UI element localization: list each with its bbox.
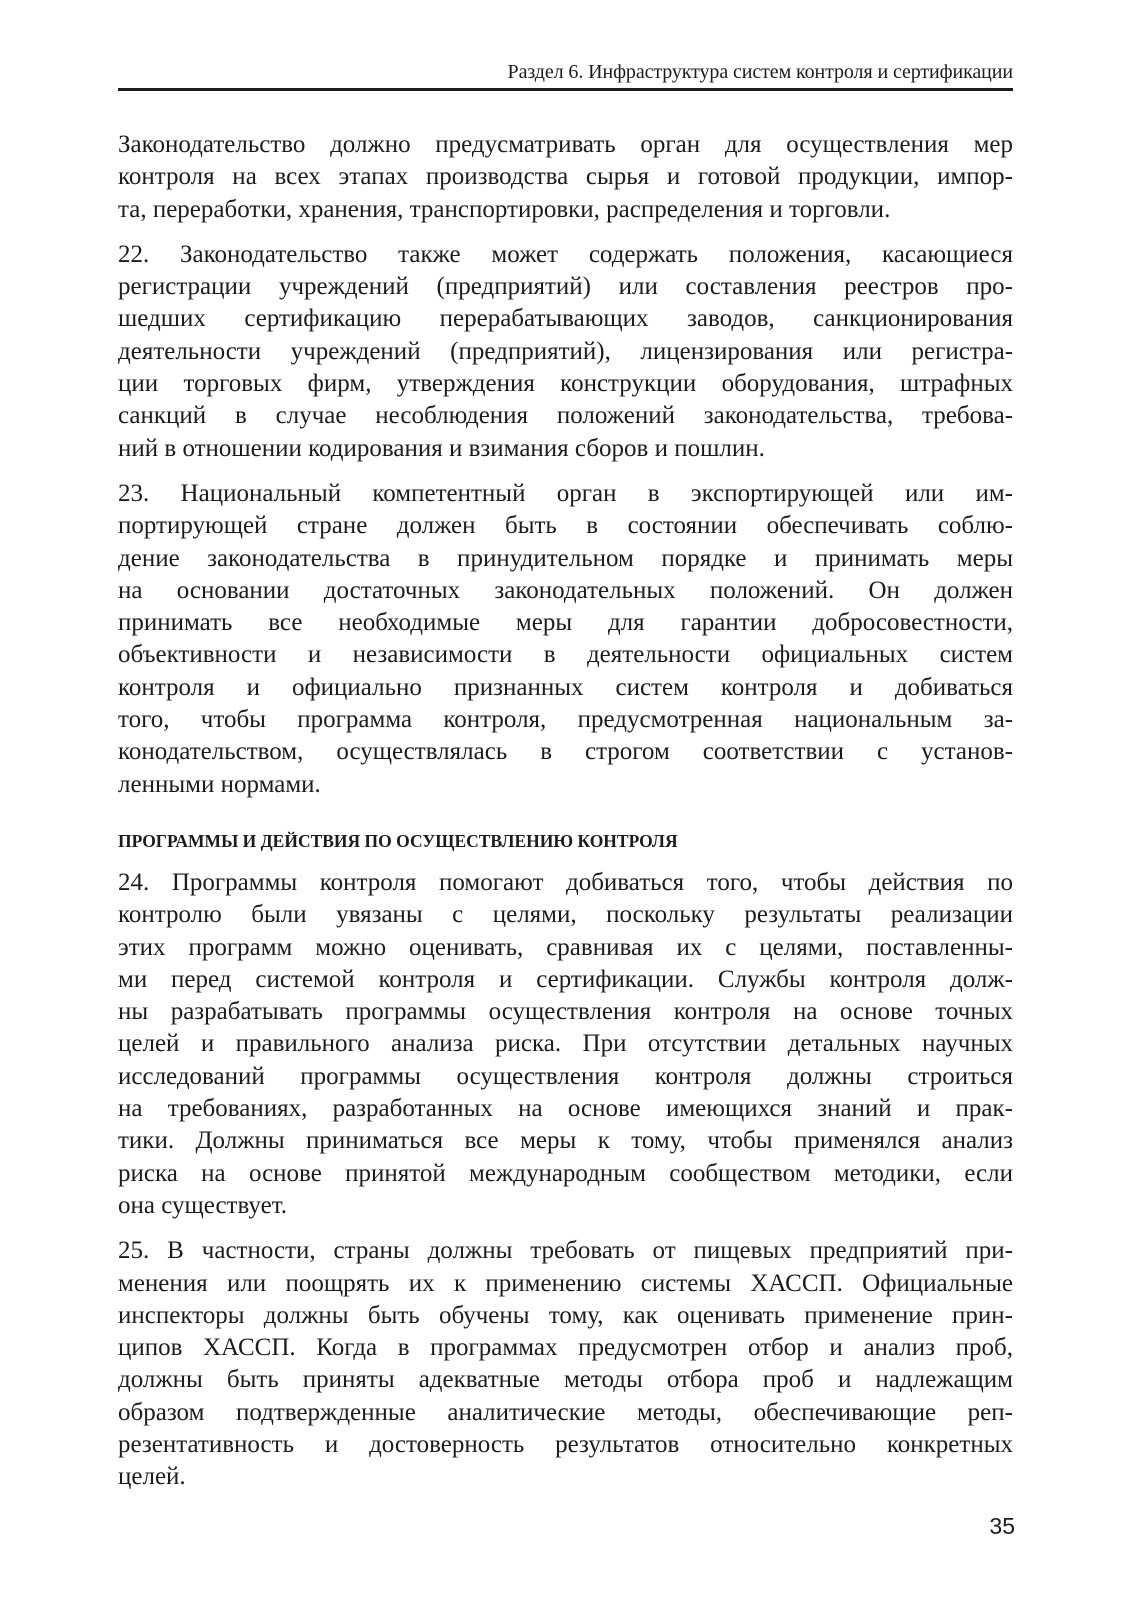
text-line: этих программ можно оценивать, сравнивая их с целями, поставленны-	[118, 933, 1013, 961]
text-line: 25. В частности, страны должны требовать от пищевых предприятий при-	[118, 1237, 1013, 1265]
text-line: портирующей стране должен быть в состоянии обеспечивать соблю-	[118, 512, 1013, 540]
text-line: целей.	[118, 1463, 186, 1491]
text-line: резентативность и достоверность результатов относительно конкретных	[118, 1430, 1013, 1458]
text-line: того, чтобы программа контроля, предусмотренная национальным за-	[118, 706, 1013, 734]
text-line: объективности и независимости в деятельности официальных систем	[118, 641, 1013, 669]
text-line: она существует.	[118, 1191, 287, 1219]
text-line: дение законодательства в принудительном порядке и принимать меры	[118, 544, 1013, 572]
text-line: 22. Законодательство также может содержать положения, касающиеся	[118, 240, 1013, 268]
paragraph	[118, 129, 1013, 226]
text-line: на требованиях, разработанных на основе имеющихся знаний и прак-	[118, 1095, 1013, 1123]
paragraph	[118, 867, 1013, 1222]
text-line: ны разрабатывать программы осуществления контроля на основе точных	[118, 998, 1013, 1026]
running-head: Раздел 6. Инфраструктура систем контроля и сертификации	[118, 60, 1013, 91]
section-heading: ПРОГРАММЫ И ДЕЙСТВИЯ ПО ОСУЩЕСТВЛЕНИЮ КОНТРОЛЯ	[118, 830, 678, 851]
text-line: Законодательство должно предусматривать орган для осуществления мер	[118, 131, 1013, 158]
text-line: санкций в случае несоблюдения положений законодательства, требова-	[118, 402, 1013, 430]
text-line: шедших сертификацию перерабатывающих заводов, санкционирования	[118, 305, 1013, 333]
text-line: контролю были увязаны с целями, поскольку результаты реализации	[118, 901, 1013, 929]
text-line: конодательством, осуществлялась в строгом соответствии с установ-	[118, 738, 1013, 766]
text-line: ленными нормами.	[118, 770, 321, 798]
text-line: та, переработки, хранения, транспортировки, распределения и торговли.	[118, 195, 891, 223]
text-line: тики. Должны приниматься все меры к тому, чтобы применялся анализ	[118, 1127, 1013, 1155]
text-line: целей и правильного анализа риска. При отсутствии детальных научных	[118, 1030, 1013, 1058]
text-line: 24. Программы контроля помогают добиваться того, чтобы действия по	[118, 868, 1013, 896]
text-line: 23. Национальный компетентный орган в экспортирующей или им-	[118, 479, 1013, 507]
document-page	[118, 60, 1013, 1507]
page-number: 35	[989, 1513, 1015, 1539]
text-line: ми перед системой контроля и сертификации. Службы контроля долж-	[118, 965, 1013, 993]
text-line: контроля на всех этапах производства сырья и готовой продукции, импор-	[118, 163, 1013, 191]
text-line: риска на основе принятой международным сообществом методики, если	[118, 1159, 1013, 1187]
text-line: контроля и официально признанных систем контроля и добиваться	[118, 673, 1013, 701]
text-line: ний в отношении кодирования и взимания сборов и пошлин.	[118, 434, 765, 462]
paragraphs-top	[118, 129, 1013, 801]
text-line: инспекторы должны быть обучены тому, как оценивать применение прин-	[118, 1301, 1013, 1329]
text-line: образом подтвержденные аналитические методы, обеспечивающие реп-	[118, 1398, 1013, 1426]
text-line: принимать все необходимые меры для гарантии добросовестности,	[118, 609, 1013, 637]
paragraphs-bottom	[118, 867, 1013, 1494]
text-line: должны быть приняты адекватные методы отбора проб и надлежащим	[118, 1366, 1013, 1394]
text-line: регистрации учреждений (предприятий) или составления реестров про-	[118, 273, 1013, 301]
text-line: деятельности учреждений (предприятий), лицензирования или регистра-	[118, 337, 1013, 365]
paragraph	[118, 478, 1013, 801]
text-line: ципов ХАССП. Когда в программах предусмотрен отбор и анализ проб,	[118, 1334, 1013, 1362]
text-line: ции торговых фирм, утверждения конструкции оборудования, штрафных	[118, 370, 1013, 398]
body-text	[118, 129, 1013, 1494]
text-line: менения или поощрять их к применению системы ХАССП. Официальные	[118, 1269, 1013, 1297]
paragraph	[118, 239, 1013, 465]
text-line: на основании достаточных законодательных положений. Он должен	[118, 576, 1013, 604]
paragraph	[118, 1235, 1013, 1493]
text-line: исследований программы осуществления контроля должны строиться	[118, 1062, 1013, 1090]
